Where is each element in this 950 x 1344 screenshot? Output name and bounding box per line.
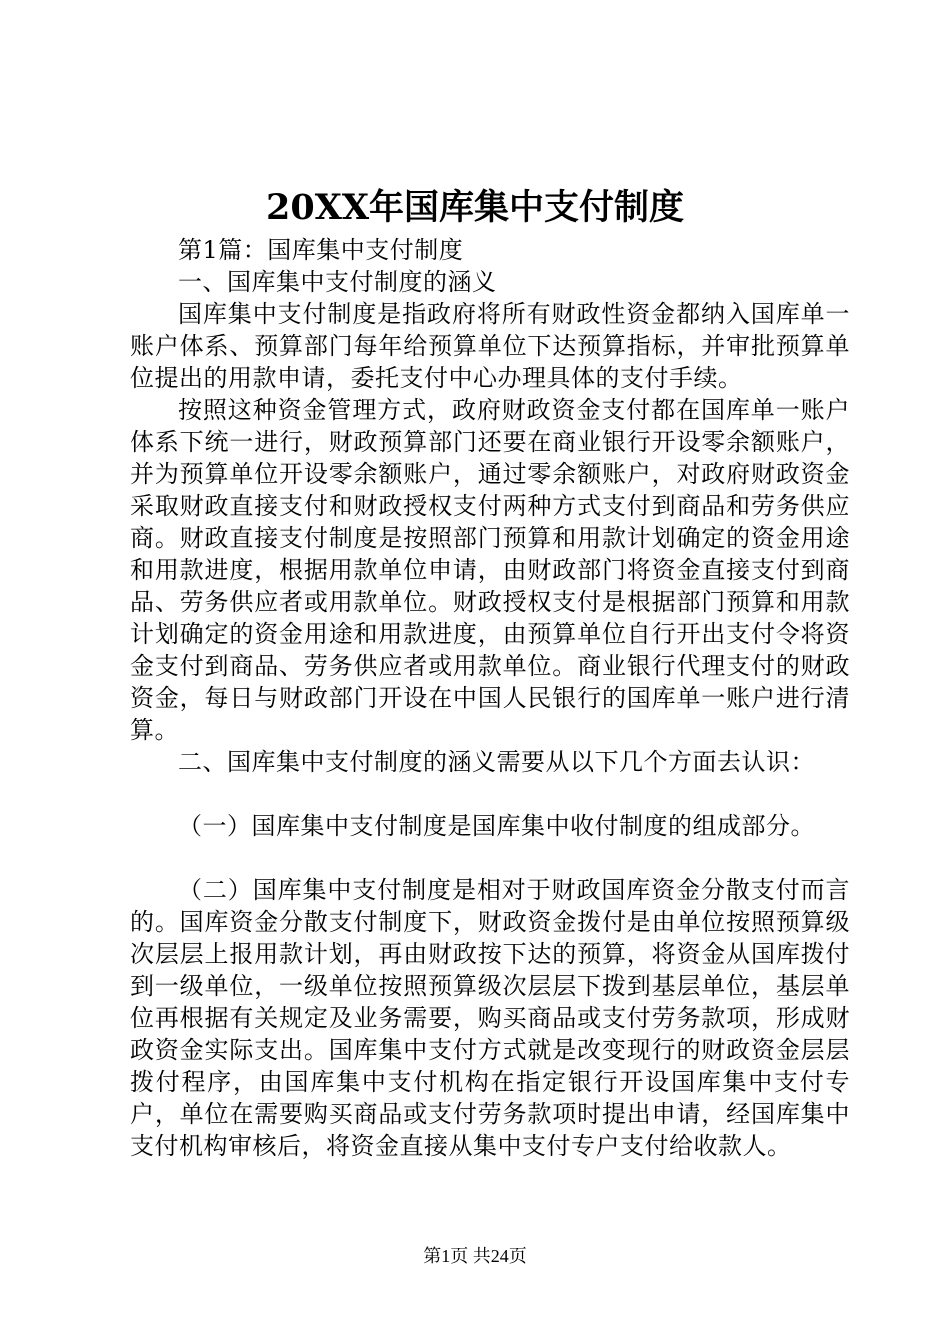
list-item-1: （一）国库集中支付制度是国库集中收付制度的组成部分。 xyxy=(178,812,815,840)
section-heading-definition: 一、国库集中支付制度的涵义 xyxy=(178,268,497,296)
document-body xyxy=(130,234,850,1162)
paragraph-management-method: 按照这种资金管理方式，政府财政资金支付都在国库单一账户体系下统一进行，财政预算部门还要在商业银行开设零余额账户，并为预算单位开设零余额账户，通过零余额账户，对政府财政资金采取财政直接支付和财政授权支付两种方式支付到商品和劳务供应商。财政直接支付制度是按照部门预算和用款计划确定的资金用途和用款进度，根据用款单位申请，由财政部门将资金直接支付到商品、劳务供应者或用款单位。财政授权支付是根据部门预算和用款计划确定的资金用途和用款进度，由预算单位自行开出支付令将资金支付到商品、劳务供应者或用款单位。商业银行代理支付的财政资金，每日与财政部门开设在中国人民银行的国库单一账户进行清算。 xyxy=(130,396,850,744)
list-item-2: （二）国库集中支付制度是相对于财政国库资金分散支付而言的。国库资金分散支付制度下，财政资金拨付是由单位按照预算级次层层上报用款计划，再由财政按下达的预算，将资金从国库拨付到一级单位，一级单位按照预算级次层层下拨到基层单位，基层单位再根据有关规定及业务需要，购买商品或支付劳务款项，形成财政资金实际支出。国库集中支付方式就是改变现行的财政资金层层拨付程序，由国库集中支付机构在指定银行开设国库集中支付专户，单位在需要购买商品或支付劳务款项时提出申请，经国库集中支付机构审核后，将资金直接从集中支付专户支付给收款人。 xyxy=(130,876,850,1160)
section-heading-understanding: 二、国库集中支付制度的涵义需要从以下几个方面去认识： xyxy=(178,748,815,776)
paragraph-definition: 国库集中支付制度是指政府将所有财政性资金都纳入国库单一账户体系、预算部门每年给预算单位下达预算指标，并审批预算单位提出的用款申请，委托支付中心办理具体的支付手续。 xyxy=(130,300,850,392)
page-number-footer: 第1页 共24页 xyxy=(423,1246,527,1266)
section-heading-part1: 第1篇：国库集中支付制度 xyxy=(178,236,464,264)
document-title: 20XX年国库集中支付制度 xyxy=(265,187,685,228)
